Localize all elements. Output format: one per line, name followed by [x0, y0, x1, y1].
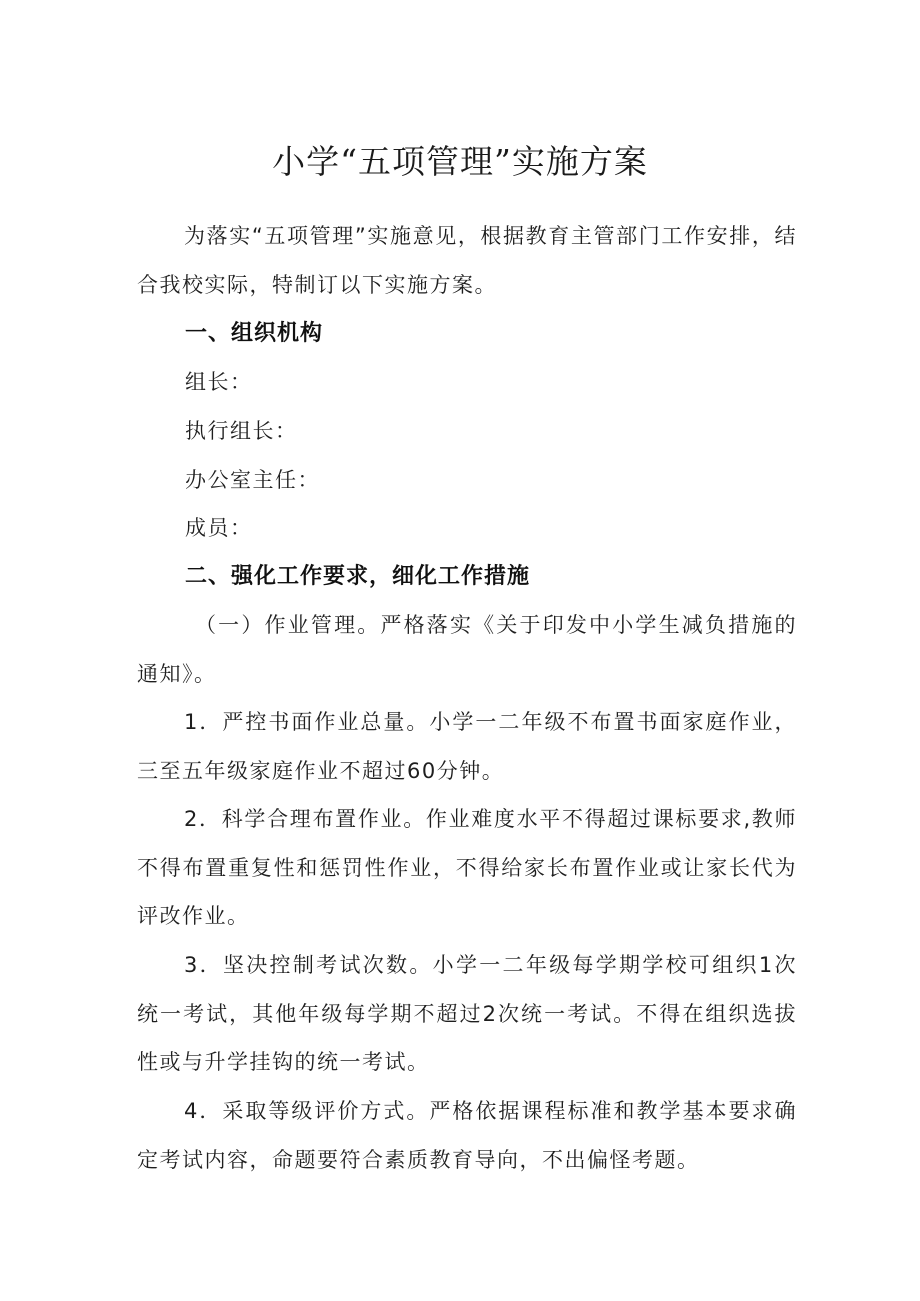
- document-title: 小学“五项管理”实施方案: [272, 142, 648, 181]
- section-1-heading: 一、组织机构: [185, 321, 324, 346]
- role-office-director: 办公室主任：: [185, 468, 320, 492]
- list-item: 1．严控书面作业总量。小学一二年级不布置书面家庭作业，三至五年级家庭作业不超过60分钟。: [137, 710, 797, 783]
- role-executive-leader: 执行组长：: [185, 419, 298, 443]
- role-leader: 组长：: [185, 370, 253, 394]
- section-2-heading: 二、强化工作要求，细化工作措施: [185, 564, 531, 589]
- list-item: 2．科学合理布置作业。作业难度水平不得超过课标要求,教师不得布置重复性和惩罚性作业，不得给家长布置作业或让家长代为评改作业。: [137, 807, 797, 928]
- list-item: 4．采取等级评价方式。严格依据课程标准和教学基本要求确定考试内容，命题要符合素质教育导向，不出偏怪考题。: [137, 1099, 797, 1172]
- intro-paragraph: 为落实“五项管理”实施意见，根据教育主管部门工作安排，结合我校实际，特制订以下实施方案。: [137, 224, 797, 297]
- role-members: 成员：: [185, 516, 253, 540]
- subsection-homework: （一）作业管理。严格落实《关于印发中小学生减负措施的通知》。: [137, 613, 797, 686]
- list-item: 3．坚决控制考试次数。小学一二年级每学期学校可组织1次统一考试，其他年级每学期不超过2次统一考试。不得在组织选拔性或与升学挂钩的统一考试。: [137, 953, 797, 1074]
